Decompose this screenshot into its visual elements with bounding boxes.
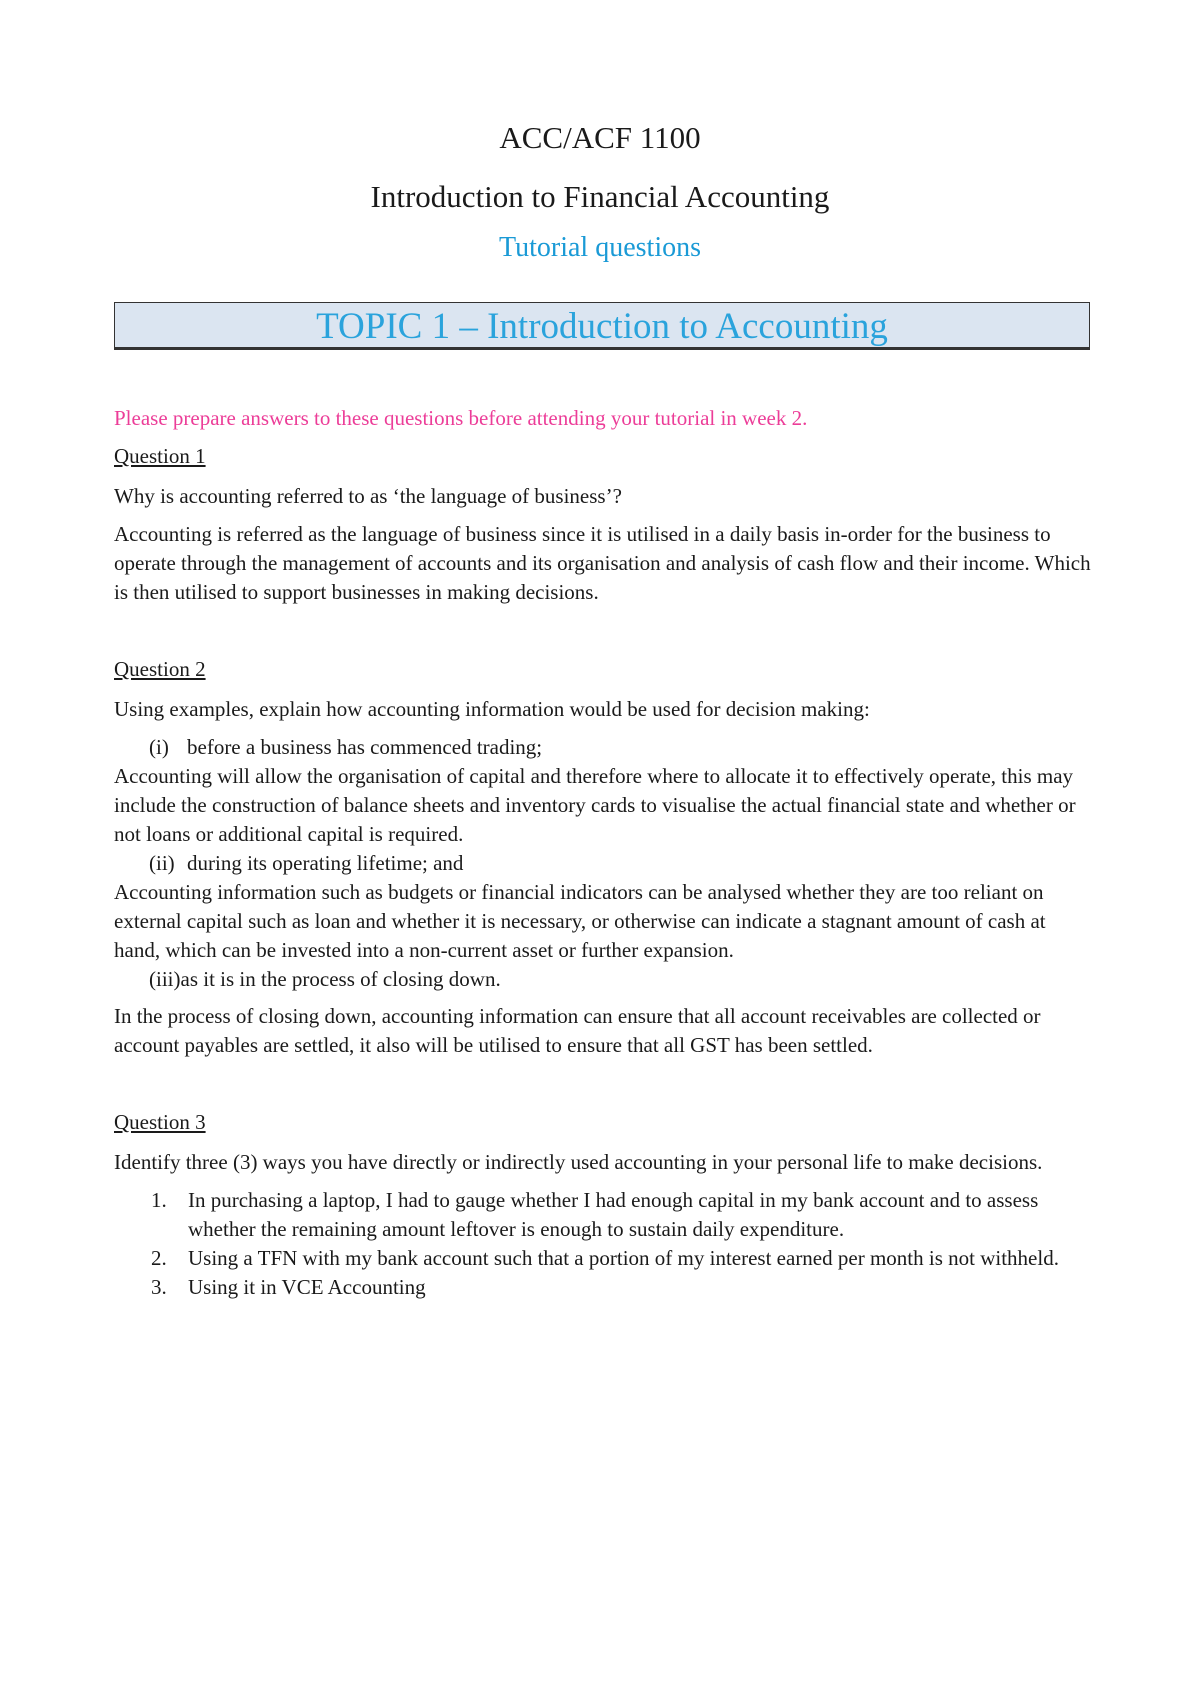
course-title: Introduction to Financial Accounting (370, 179, 830, 214)
topic-title: TOPIC 1 – Introduction to Accounting (316, 306, 888, 347)
document-type-subtitle: Tutorial questions (499, 232, 701, 263)
part-label: before a business has commenced trading; (187, 735, 543, 759)
question-1-answer: Accounting is referred as the language of business since it is utilised in a daily basis in-order for the business to operate through the management of accounts and its organisation and analysis of cash flow and their income. Which is then utilised to support businesses in making decisions. (114, 522, 1091, 604)
document-body (114, 404, 1094, 1302)
list-item-number: 3. (151, 1275, 167, 1299)
list-item (114, 1273, 1094, 1302)
list-item (114, 1186, 1094, 1244)
part-number: (iii) (149, 967, 181, 991)
question-2-part-i-answer: Accounting will allow the organisation of capital and therefore where to allocate it to effectively operate, this may include the construction of balance sheets and inventory cards to visualise the actual financial state and whether or not loans or additional capital is required. (114, 764, 1076, 846)
question-2-part-iii (114, 965, 1094, 994)
question-2-part-ii-answer: Accounting information such as budgets or financial indicators can be analysed whether they are too reliant on external capital such as loan and whether it is necessary, or otherwise can indicate a stagnant amount of cash at hand, which can be invested into a non-current asset or further expansion. (114, 880, 1046, 962)
question-3-answer-list (114, 1186, 1094, 1302)
list-item-text: Using a TFN with my bank account such that a portion of my interest earned per month is not withheld. (188, 1246, 1059, 1270)
question-2-text: Using examples, explain how accounting information would be used for decision making: (114, 697, 870, 721)
topic-banner (114, 302, 1090, 350)
list-item-number: 1. (151, 1188, 167, 1212)
part-number: (i) (149, 735, 169, 759)
question-2-part-i (114, 733, 1094, 762)
question-1-heading: Question 1 (114, 444, 206, 468)
question-1-text: Why is accounting referred to as ‘the language of business’? (114, 484, 622, 508)
question-2-part-iii-answer: In the process of closing down, accounting information can ensure that all account receivables are collected or account payables are settled, it also will be utilised to ensure that all GST has been settled. (114, 1004, 1041, 1057)
list-item-number: 2. (151, 1246, 167, 1270)
instruction-text: Please prepare answers to these questions before attending your tutorial in week 2. (114, 406, 808, 430)
course-code: ACC/ACF 1100 (499, 120, 701, 155)
list-item-text: In purchasing a laptop, I had to gauge whether I had enough capital in my bank account and to assess whether the remaining amount leftover is enough to sustain daily expenditure. (188, 1188, 1039, 1241)
part-number: (ii) (149, 851, 175, 875)
question-2-heading: Question 2 (114, 657, 206, 681)
part-label: during its operating lifetime; and (187, 851, 464, 875)
part-label: as it is in the process of closing down. (180, 967, 501, 991)
question-3-heading: Question 3 (114, 1110, 206, 1134)
list-item-text: Using it in VCE Accounting (188, 1275, 426, 1299)
question-2-part-ii (114, 849, 1094, 878)
question-3-text: Identify three (3) ways you have directly or indirectly used accounting in your personal life to make decisions. (114, 1150, 1043, 1174)
list-item (114, 1244, 1094, 1273)
